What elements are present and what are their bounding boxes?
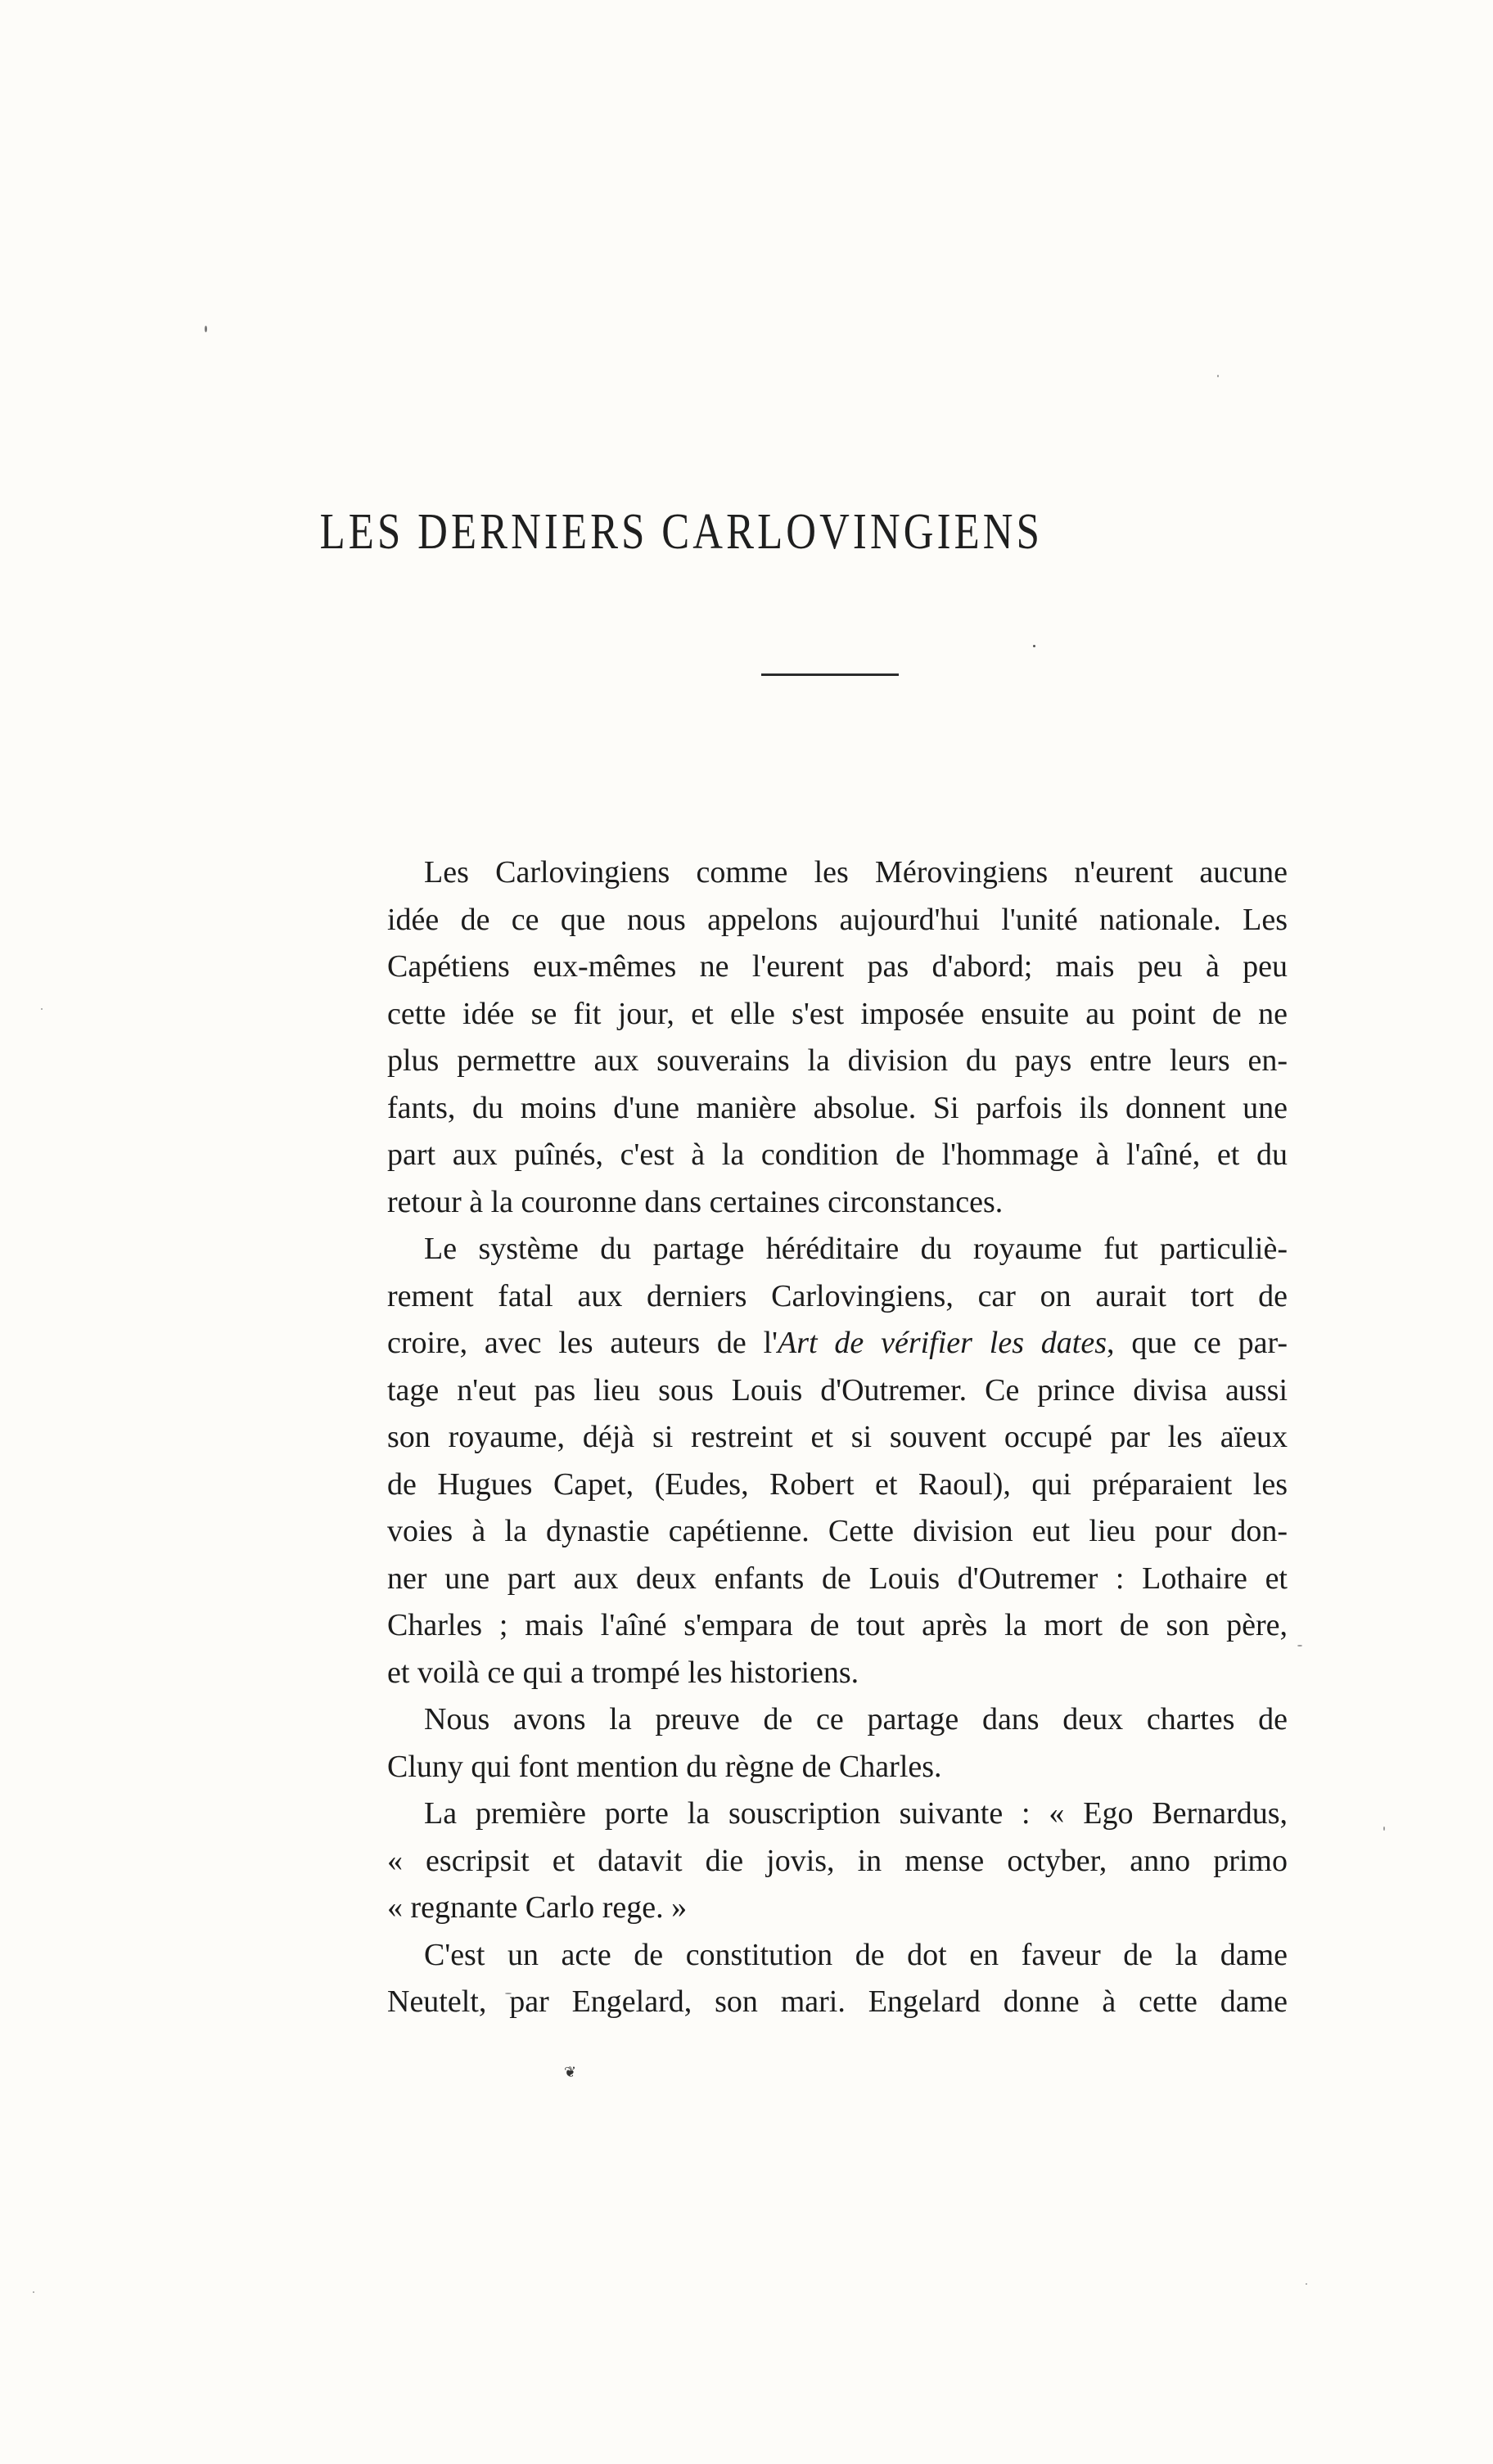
text-line: cette idée se fit jour, et elle s'est imposée ensuite au point de ne [387, 996, 1288, 1031]
text-line: retour à la couronne dans certaines circonstances. [387, 1184, 1004, 1219]
scan-speck [1383, 1827, 1385, 1831]
text-line: part aux puînés, c'est à la condition de l'hommage à l'aîné, et du [387, 1137, 1288, 1172]
text-line: idée de ce que nous appelons aujourd'hui l'unité nationale. Les [387, 902, 1288, 937]
text-line: et voilà ce qui a trompé les historiens. [387, 1655, 859, 1690]
text-line: « escripsit et datavit die jovis, in mense octyber, anno primo [387, 1843, 1288, 1878]
book-title-italic: Art de vérifier les dates [778, 1326, 1107, 1360]
text-line: C'est un acte de constitution de dot en faveur de la dame [424, 1937, 1288, 1972]
text-line [387, 1320, 1288, 1367]
scan-speck [1306, 2283, 1307, 2285]
text-line: fants, du moins d'une manière absolue. Si parfois ils donnent une [387, 1090, 1288, 1125]
text-line: Capétiens eux-mêmes ne l'eurent pas d'abord; mais peu à peu [387, 949, 1288, 984]
text-line: tage n'eut pas lieu sous Louis d'Outremer. Ce prince divisa aussi [387, 1372, 1288, 1408]
text-line: plus permettre aux souverains la division du pays entre leurs en- [387, 1043, 1288, 1078]
text-line: Le système du partage héréditaire du royaume fut particuliè- [424, 1232, 1288, 1266]
text-line: de Hugues Capet, (Eudes, Robert et Raoul), qui préparaient les [387, 1466, 1288, 1502]
scan-speck [41, 1008, 43, 1010]
scan-speck [1297, 1645, 1302, 1646]
text-line: Charles ; mais l'aîné s'empara de tout après la mort de son père, [387, 1608, 1288, 1642]
text-line: La première porte la souscription suivante : « Ego Bernardus, [424, 1796, 1288, 1831]
body-text [387, 849, 1288, 2026]
text-line: son royaume, déjà si restreint et si souvent occupé par les aïeux [387, 1420, 1288, 1454]
text-line: Nous avons la preuve de ce partage dans deux chartes de [424, 1702, 1288, 1737]
scan-speck [1033, 645, 1035, 647]
text-segment: , que ce par- [1107, 1326, 1288, 1360]
chapter-title: LES DERNIERS CARLOVINGIENS [319, 504, 1043, 560]
text-line: voies à la dynastie capétienne. Cette division eut lieu pour don- [387, 1514, 1288, 1548]
scan-speck [33, 2291, 34, 2293]
text-line: « regnante Carlo rege. » [387, 1890, 688, 1925]
text-segment: croire, avec les auteurs de l' [387, 1326, 778, 1360]
scan-speck [1217, 375, 1219, 377]
title-rule [761, 673, 899, 676]
ornament-mark: ❦ [564, 2064, 577, 2081]
text-line: rement fatal aux derniers Carlovingiens, car on aurait tort de [387, 1278, 1288, 1313]
text-line: Neutelt, par Engelard, son mari. Engelard donne à cette dame [387, 1984, 1288, 2019]
text-line: ner une part aux deux enfants de Louis d'Outremer : Lothaire et [387, 1561, 1288, 1596]
scan-speck [205, 326, 207, 332]
text-line: Les Carlovingiens comme les Mérovingiens n'eurent aucune [424, 855, 1288, 890]
text-line: Cluny qui font mention du règne de Charles. [387, 1749, 942, 1784]
